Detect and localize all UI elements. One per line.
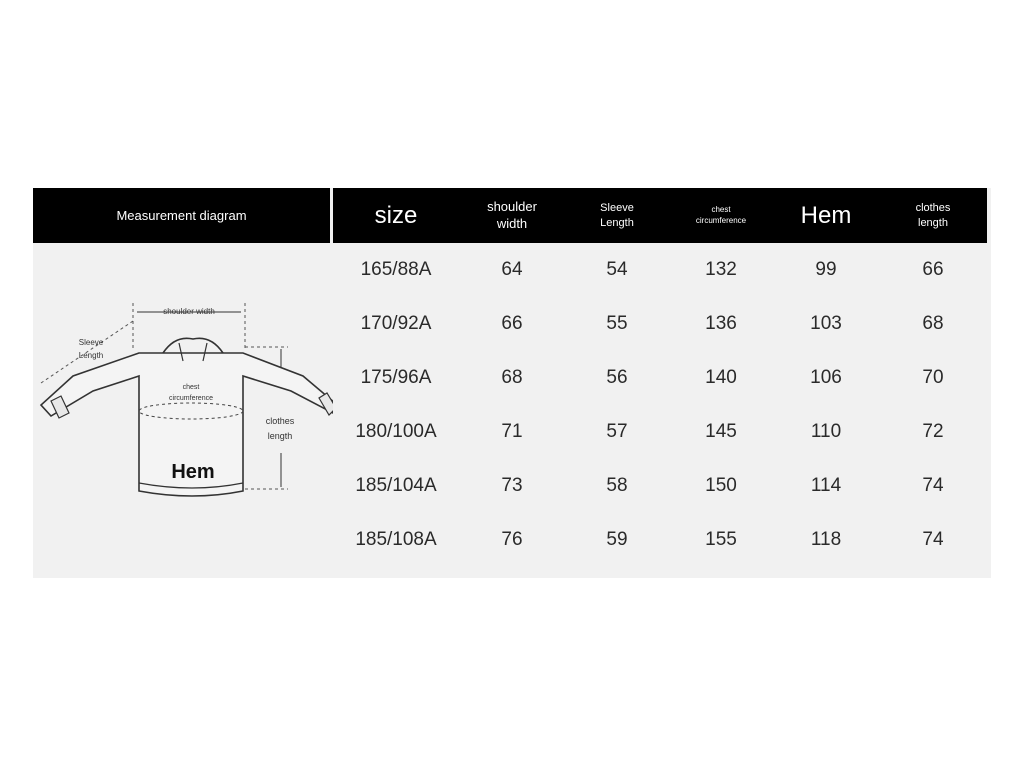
shoulder-width-cell: 71 — [501, 421, 523, 442]
sleeve-length-cell: 57 — [606, 421, 628, 442]
table-row — [333, 405, 987, 459]
chest-cell: 136 — [705, 313, 737, 334]
clothes-length-cell: 74 — [922, 475, 944, 496]
shoulder-width-cell: 64 — [501, 259, 523, 280]
chest-label-1: chest — [182, 384, 200, 391]
hem-cell: 99 — [815, 259, 837, 280]
size-cell: 185/104A — [355, 475, 437, 496]
chest-cell: 140 — [705, 367, 737, 388]
clothes-length-cell: 74 — [922, 529, 944, 550]
table-row — [333, 513, 987, 567]
sleeve-length-cell: 59 — [606, 529, 628, 550]
size-cell: 175/96A — [360, 367, 432, 388]
sleeve-length-cell: 55 — [606, 313, 628, 334]
header-sleeve-length: Sleeve Length — [600, 202, 634, 229]
measurement-diagram — [33, 243, 333, 578]
shoulder-width-cell: 76 — [501, 529, 523, 550]
diagram-header — [33, 188, 330, 243]
sleeve-length-cell: 58 — [606, 475, 628, 496]
clothes-length-cell: 72 — [922, 421, 944, 442]
hem-cell: 103 — [810, 313, 842, 334]
clothes-length-cell: 70 — [922, 367, 944, 388]
hood — [163, 338, 223, 353]
header-size: size — [374, 201, 418, 229]
shoulder-width-label: shoulder width — [163, 307, 215, 316]
table-row — [333, 459, 987, 513]
sleeve-length-label-1: Sleeve — [78, 338, 104, 347]
clothes-length-label-1: clothes — [265, 416, 295, 426]
header-hem: Hem — [800, 201, 852, 229]
sleeve-length-label-2: Length — [78, 351, 104, 360]
size-cell: 180/100A — [355, 421, 437, 442]
size-cell: 170/92A — [360, 313, 432, 334]
clothes-length-cell: 68 — [922, 313, 944, 334]
shoulder-width-cell: 66 — [501, 313, 523, 334]
hoodie-illustration — [33, 243, 333, 578]
table-row — [333, 351, 987, 405]
chest-cell: 145 — [705, 421, 737, 442]
table-row — [333, 243, 987, 297]
header-chest-circumference: chest circumference — [695, 205, 747, 225]
chest-cell: 155 — [705, 529, 737, 550]
hem-cell: 114 — [810, 475, 842, 496]
sleeve-length-cell: 54 — [606, 259, 628, 280]
chest-cell: 132 — [705, 259, 737, 280]
header-shoulder-width: shoulder width — [487, 198, 537, 231]
clothes-length-label-2: length — [267, 431, 293, 441]
hem-label: Hem — [171, 461, 215, 483]
shoulder-width-cell: 73 — [501, 475, 523, 496]
clothes-length-cell: 66 — [922, 259, 944, 280]
table-row — [333, 297, 987, 351]
diagram-title: Measurement diagram — [116, 208, 247, 223]
hem-cell: 118 — [810, 529, 842, 550]
sleeve-length-cell: 56 — [606, 367, 628, 388]
header-clothes-length: clothes length — [915, 202, 951, 229]
table-header — [333, 188, 987, 243]
chest-cell: 150 — [705, 475, 737, 496]
chest-label-2: circumference — [169, 395, 213, 402]
size-cell: 185/108A — [355, 529, 437, 550]
shoulder-width-cell: 68 — [501, 367, 523, 388]
size-cell: 165/88A — [360, 259, 432, 280]
hem-cell: 110 — [810, 421, 842, 442]
hem-cell: 106 — [810, 367, 842, 388]
